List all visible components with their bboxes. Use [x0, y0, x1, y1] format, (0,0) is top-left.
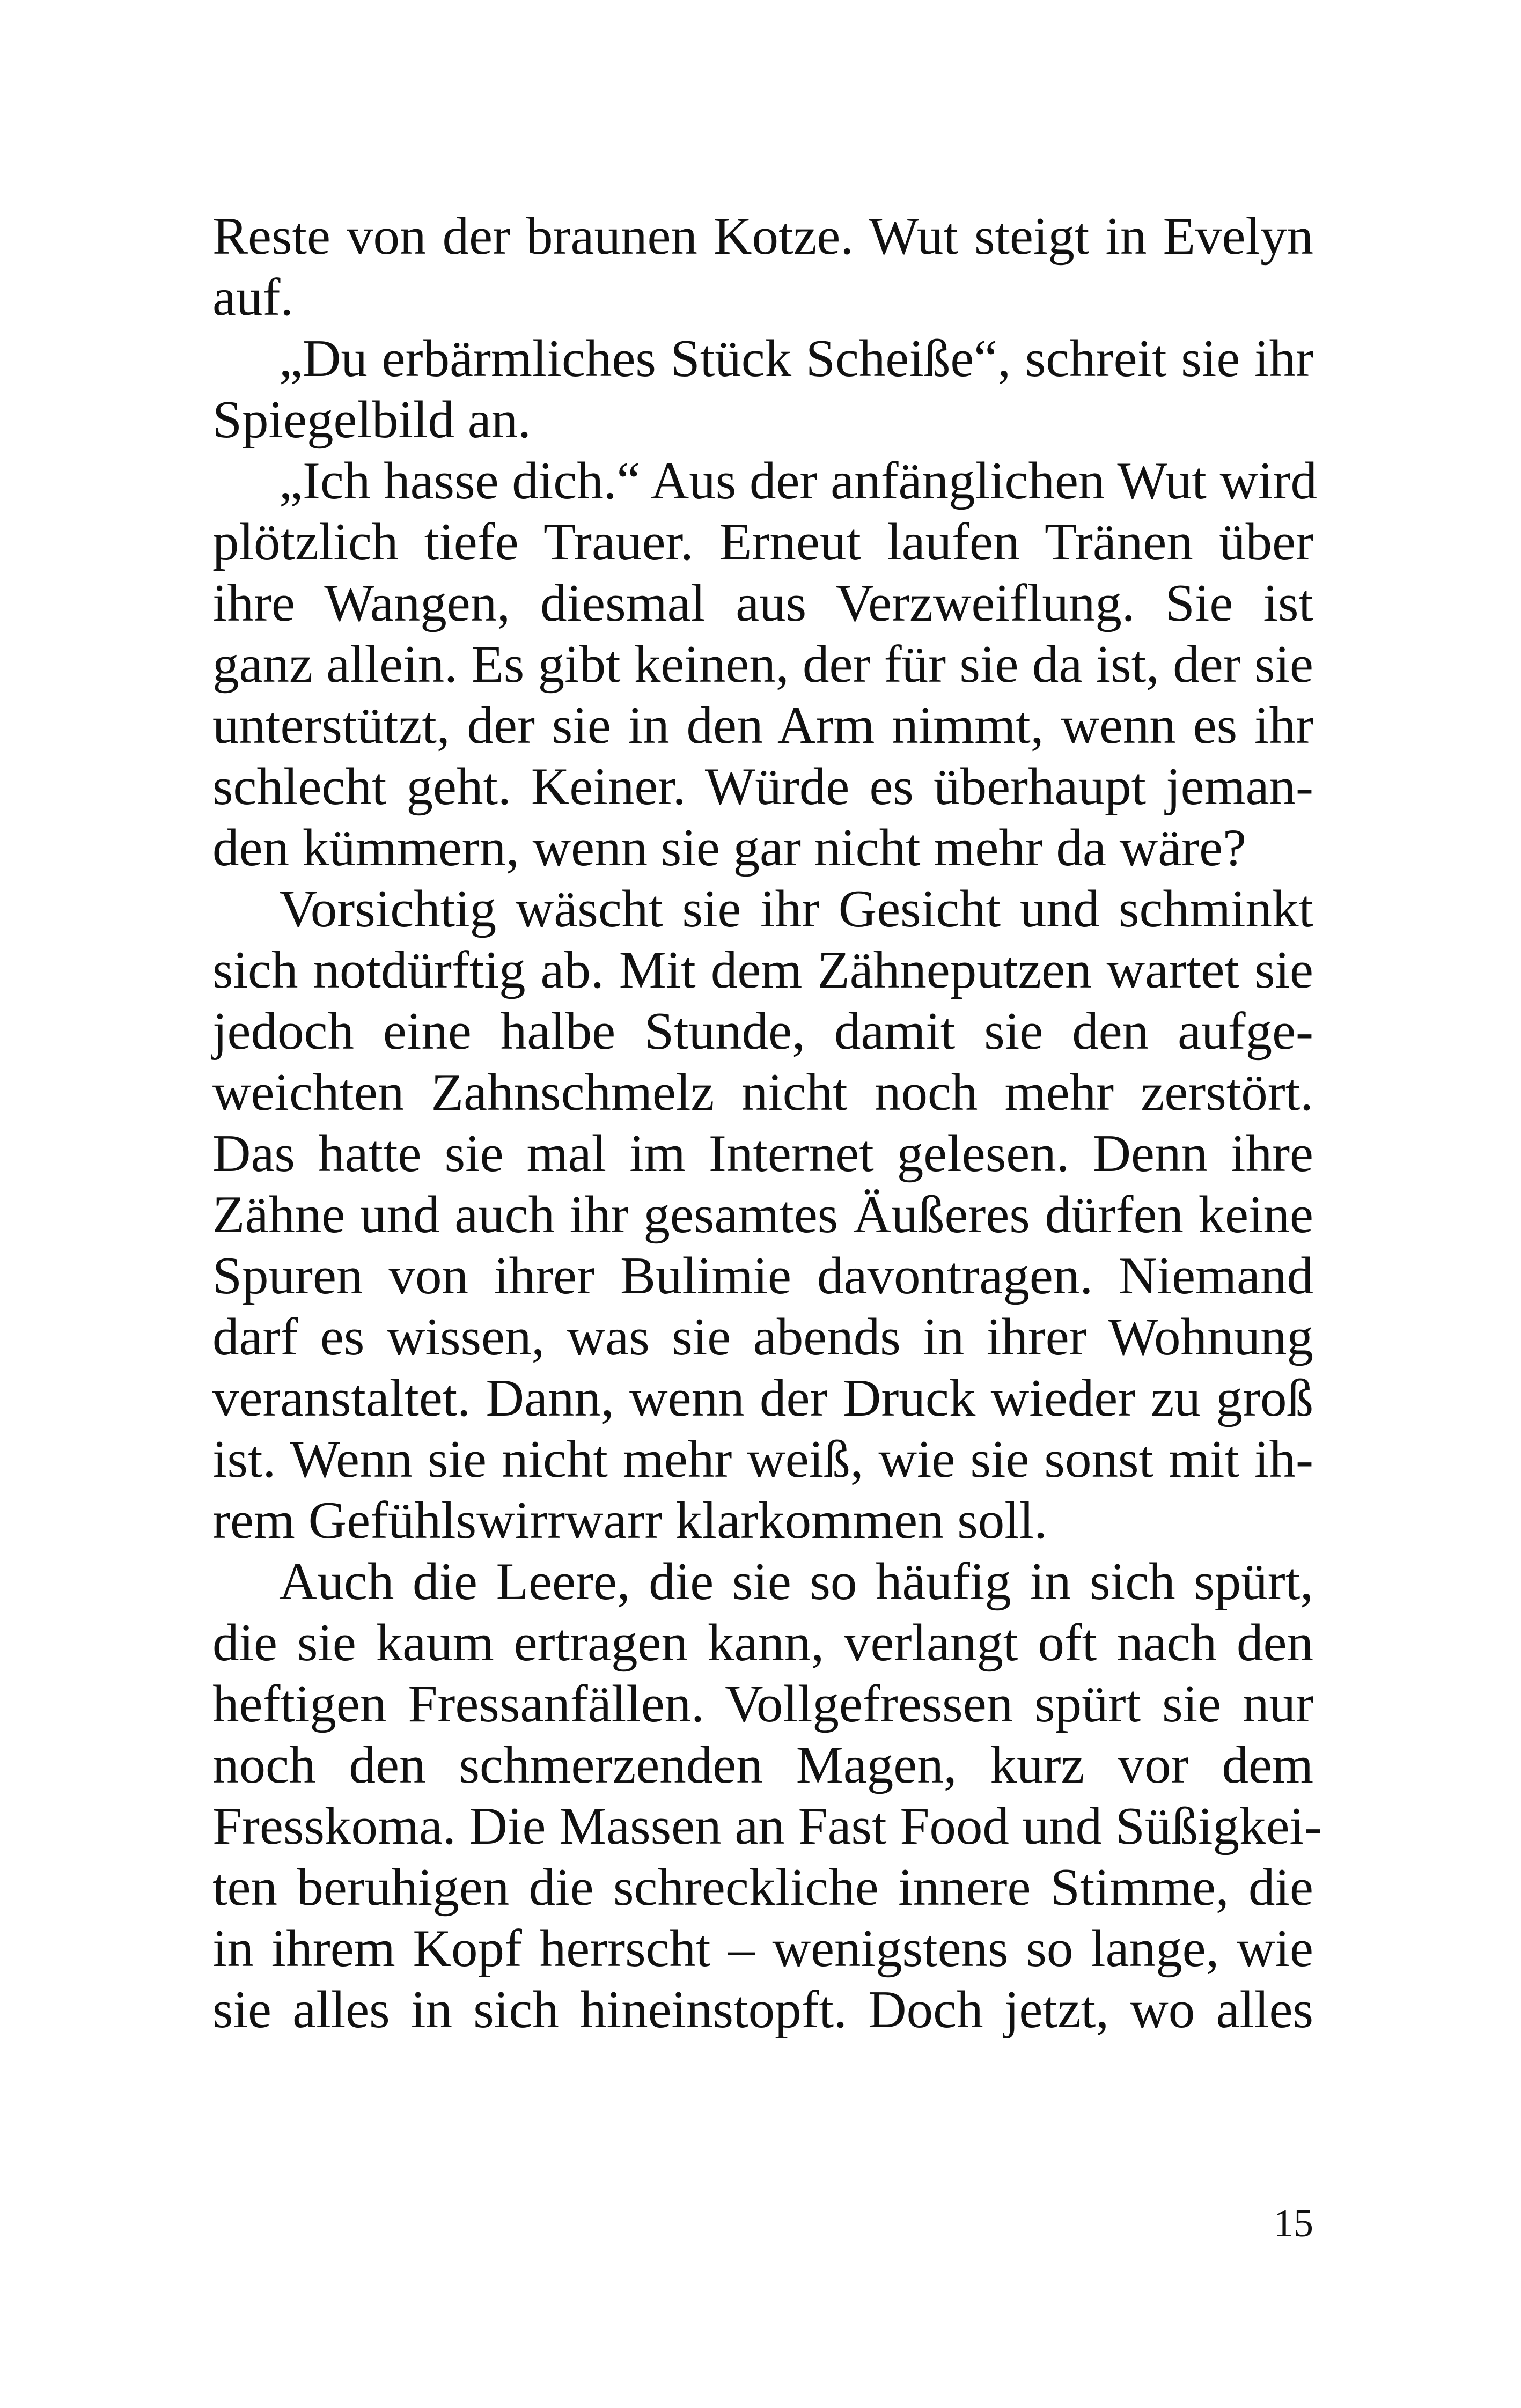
page-number: 15	[1274, 2201, 1313, 2245]
text-line: Zähne und auch ihr gesamtes Äußeres dürfen keine	[212, 1185, 1313, 1244]
text-line: „Ich hasse dich.“ Aus der anfänglichen Wut wird	[279, 452, 1318, 510]
text-line: weichten Zahnschmelz nicht noch mehr zerstört.	[212, 1063, 1313, 1122]
text-line: heftigen Fressanfällen. Vollgefressen spürt sie nur	[212, 1675, 1313, 1733]
text-line: sie alles in sich hineinstopft. Doch jetzt, wo alles	[212, 1980, 1313, 2039]
text-line: jedoch eine halbe Stunde, damit sie den aufge-	[212, 1002, 1313, 1061]
text-line: Spuren von ihrer Bulimie davontragen. Niemand	[212, 1247, 1313, 1305]
text-line: die sie kaum ertragen kann, verlangt oft nach den	[212, 1614, 1313, 1672]
text-line: Das hatte sie mal im Internet gelesen. Denn ihre	[212, 1124, 1313, 1183]
text-line: ganz allein. Es gibt keinen, der für sie da ist, der sie	[212, 635, 1313, 694]
text-line: in ihrem Kopf herrscht – wenigstens so lange, wie	[212, 1919, 1313, 1978]
text-line: Vorsichtig wäscht sie ihr Gesicht und schminkt	[279, 880, 1313, 938]
text-line: ten beruhigen die schreckliche innere Stimme, die	[212, 1858, 1313, 1917]
text-line: rem Gefühlswirrwarr klarkommen soll.	[212, 1491, 1048, 1550]
text-line: unterstützt, der sie in den Arm nimmt, wenn es ihr	[212, 696, 1313, 755]
text-line: auf.	[212, 268, 294, 327]
text-line: den kümmern, wenn sie gar nicht mehr da wäre?	[212, 819, 1247, 877]
text-line: noch den schmerzenden Magen, kurz vor dem	[212, 1736, 1313, 1794]
text-line: sich notdürftig ab. Mit dem Zähneputzen wartet sie	[212, 941, 1313, 999]
text-line: „Du erbärmliches Stück Scheiße“, schreit sie ihr	[279, 329, 1313, 388]
text-line: ihre Wangen, diesmal aus Verzweiflung. Sie ist	[212, 574, 1313, 632]
text-line: Auch die Leere, die sie so häufig in sich spürt,	[279, 1552, 1313, 1611]
text-line: Spiegelbild an.	[212, 391, 531, 449]
text-line: ist. Wenn sie nicht mehr weiß, wie sie sonst mit ih-	[212, 1430, 1313, 1489]
text-line: schlecht geht. Keiner. Würde es überhaupt jeman-	[212, 757, 1313, 816]
text-line: Fresskoma. Die Massen an Fast Food und Süßigkei-	[212, 1797, 1322, 1855]
text-line: Reste von der braunen Kotze. Wut steigt in Evelyn	[212, 207, 1313, 266]
text-line: plötzlich tiefe Trauer. Erneut laufen Tränen über	[212, 513, 1313, 571]
body-text	[212, 206, 1322, 2041]
text-line: darf es wissen, was sie abends in ihrer Wohnung	[212, 1308, 1313, 1366]
text-line: veranstaltet. Dann, wenn der Druck wieder zu groß	[212, 1369, 1313, 1427]
